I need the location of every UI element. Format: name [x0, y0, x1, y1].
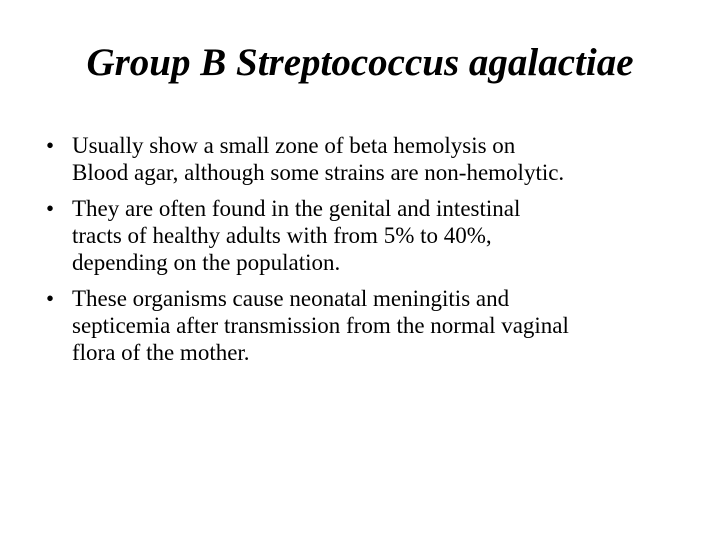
bullet-text-line: tracts of healthy adults with from 5% to 40%,	[72, 223, 492, 248]
bullet-list	[46, 132, 696, 375]
bullet-text-line: They are often found in the genital and intestinal	[72, 196, 521, 221]
slide-title: Group B Streptococcus agalactiae	[86, 41, 634, 84]
bullet-text-line: depending on the population.	[72, 250, 341, 275]
bullet-icon: •	[46, 286, 55, 311]
bullet-text-line: Usually show a small zone of beta hemolysis on	[72, 133, 516, 158]
bullet-text-line: Blood agar, although some strains are non-hemolytic.	[72, 160, 565, 185]
bullet-item-hemolysis	[46, 132, 696, 186]
bullet-item-habitat	[46, 195, 696, 276]
bullet-icon: •	[46, 196, 55, 221]
bullet-text-line: These organisms cause neonatal meningitis and	[72, 286, 510, 311]
bullet-text-line: septicemia after transmission from the normal vaginal	[72, 313, 569, 338]
bullet-item-disease	[46, 285, 696, 366]
bullet-icon: •	[46, 133, 55, 158]
bullet-text-line: flora of the mother.	[72, 340, 250, 365]
